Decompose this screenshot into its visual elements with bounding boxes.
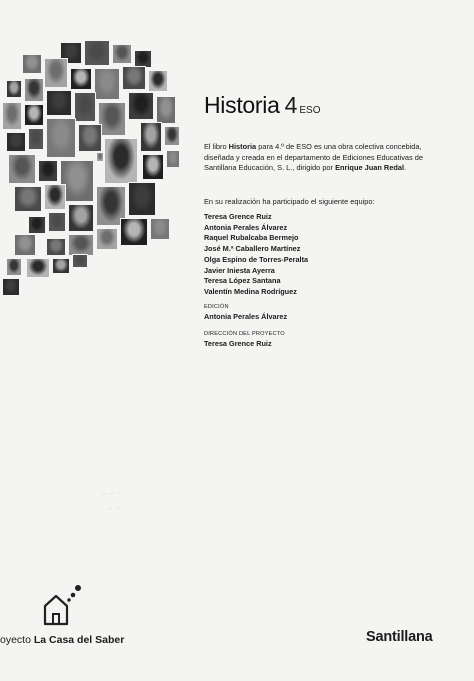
portrait-photo — [8, 154, 36, 184]
portrait-photo — [44, 184, 66, 210]
portrait-photo — [24, 104, 44, 126]
team-member: Valentín Medina Rodríguez — [204, 286, 297, 296]
direction-name: Teresa Grence Ruiz — [204, 339, 272, 348]
intro-paragraph — [204, 142, 444, 174]
portrait-photo — [46, 90, 72, 116]
portrait-photo — [28, 216, 46, 234]
portrait-photo — [74, 92, 96, 122]
portrait-photo — [122, 66, 146, 90]
portrait-photo — [22, 54, 42, 74]
portrait-photo — [24, 78, 44, 102]
portrait-photo — [38, 160, 58, 182]
portrait-collage — [0, 40, 185, 275]
team-intro: En su realización ha participado el siguiente equipo: — [204, 197, 375, 206]
portrait-photo — [164, 126, 180, 146]
portrait-photo — [46, 118, 76, 158]
portrait-photo — [14, 186, 42, 212]
portrait-photo — [142, 154, 164, 180]
intro-part-1: El libro — [204, 142, 229, 151]
title-level: ESO — [299, 105, 321, 116]
portrait-photo — [150, 218, 170, 240]
intro-part-2: para 4.º de ESO es una obra colectiva concebida, diseñada y creada en el departamento de Ediciones Educativas de Santillana Educación, S. L., dirigido por — [204, 142, 423, 173]
team-member: Antonia Perales Álvarez — [204, 222, 288, 232]
portrait-photo — [120, 218, 148, 246]
direction-label: DIRECCIÓN DEL PROYECTO — [204, 331, 285, 337]
project-title: La Casa del Saber — [33, 634, 125, 646]
portrait-photo — [14, 234, 36, 256]
team-member: Raquel Rubalcaba Bermejo — [204, 233, 299, 243]
team-member: Teresa López Santana — [204, 276, 281, 286]
edition-name: Antonia Perales Álvarez — [204, 312, 288, 321]
publisher-logo: Santillana — [366, 629, 433, 645]
project-prefix: oyecto — [0, 634, 34, 646]
portrait-photo — [72, 254, 88, 268]
portrait-photo — [166, 150, 180, 168]
portrait-photo — [84, 40, 110, 66]
svg-text:~ ~: ~ ~ — [106, 502, 121, 515]
portrait-photo — [112, 44, 132, 64]
portrait-photo — [96, 228, 118, 250]
portrait-photo — [156, 96, 176, 124]
book-title — [204, 92, 320, 119]
portrait-photo — [6, 80, 22, 98]
portrait-photo — [94, 68, 120, 100]
title-number: 4 — [284, 92, 298, 118]
portrait-photo — [104, 138, 138, 184]
portrait-photo — [26, 258, 50, 278]
house-icon — [42, 584, 82, 628]
portrait-photo — [78, 124, 102, 152]
portrait-photo — [128, 182, 156, 216]
svg-text:~ ~ ~: ~ ~ ~ — [100, 487, 123, 500]
portrait-photo — [70, 68, 92, 90]
portrait-photo — [2, 102, 22, 130]
portrait-photo — [98, 102, 126, 136]
team-member: José M.ª Caballero Martínez — [204, 244, 301, 254]
team-list — [204, 212, 308, 298]
portrait-photo — [68, 234, 94, 256]
portrait-photo — [6, 258, 22, 276]
portrait-photo — [68, 204, 94, 232]
portrait-photo — [48, 212, 66, 232]
portrait-photo — [148, 70, 168, 92]
intro-director: Enrique Juan Redal — [335, 163, 405, 173]
portrait-photo — [2, 278, 20, 296]
team-member: Olga Espino de Torres-Peralta — [204, 254, 309, 264]
edition-label: EDICIÓN — [204, 304, 229, 310]
portrait-photo — [6, 132, 26, 152]
team-member: Teresa Grence Ruiz — [204, 212, 272, 221]
portrait-photo — [96, 152, 104, 162]
project-name — [0, 634, 124, 646]
portrait-photo — [52, 258, 70, 274]
portrait-photo — [44, 58, 68, 88]
page-stain — [92, 480, 152, 520]
intro-book-name: Historia — [228, 142, 257, 151]
portrait-photo — [140, 122, 162, 152]
portrait-photo — [128, 92, 154, 120]
team-member: Javier Iniesta Ayerra — [204, 265, 275, 275]
intro-part-3: . — [404, 163, 407, 173]
title-main: Historia — [204, 92, 280, 118]
portrait-photo — [46, 238, 66, 256]
portrait-photo — [28, 128, 44, 150]
